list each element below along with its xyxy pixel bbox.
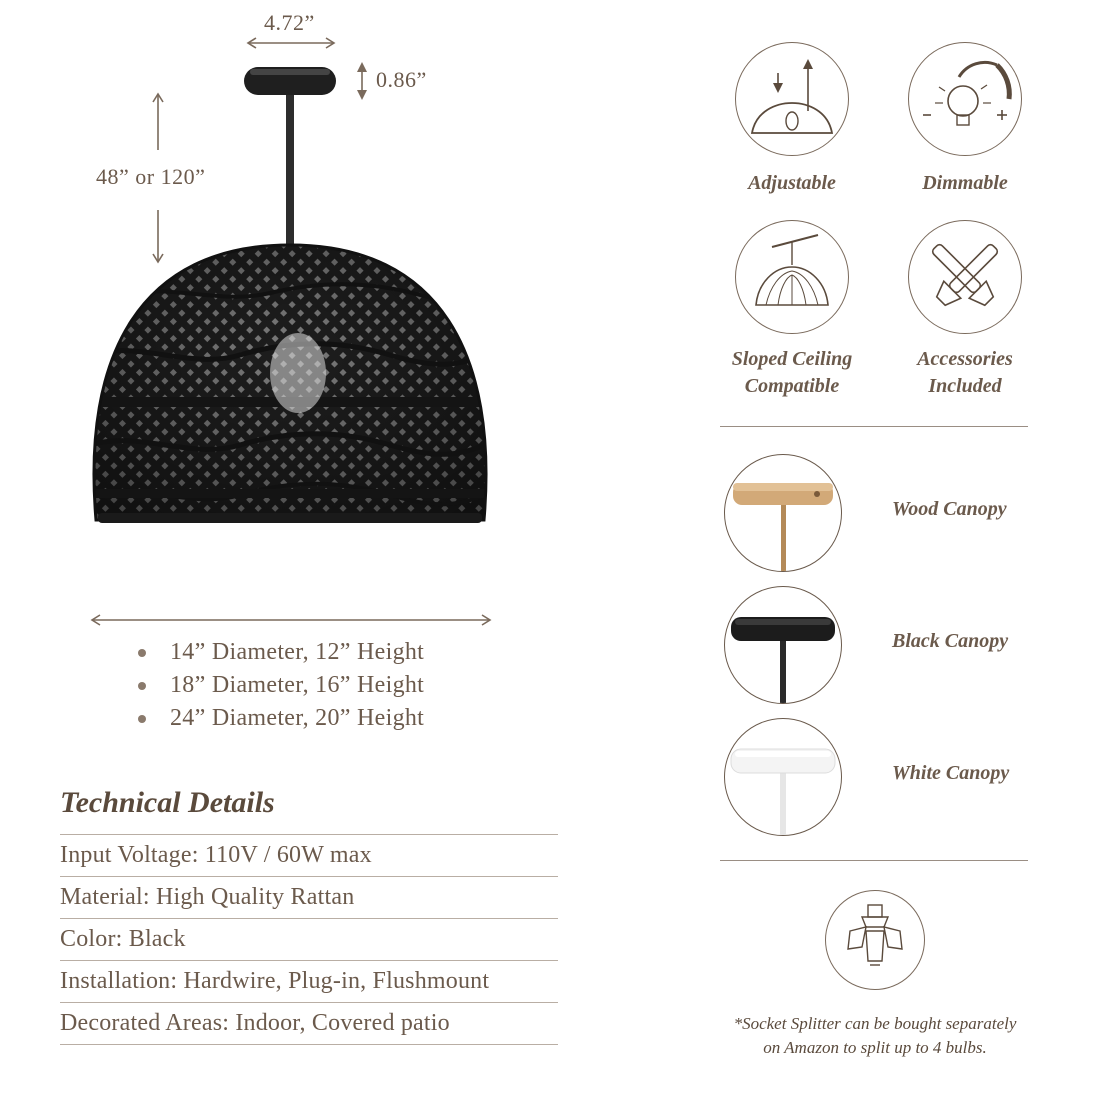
- tech-row-installation: Installation: Hardwire, Plug-in, Flushmount: [60, 961, 558, 1003]
- bullet-icon: [138, 715, 146, 723]
- size-option: 14” Diameter, 12” Height: [138, 636, 424, 669]
- wood-canopy-label: Wood Canopy: [892, 498, 1007, 520]
- wood-canopy-image: [724, 454, 842, 572]
- accessories-icon: [908, 220, 1022, 334]
- canopy-height-label: 0.86”: [376, 67, 427, 92]
- socket-splitter-icon: [825, 890, 925, 990]
- tech-row-color: Color: Black: [60, 919, 558, 961]
- tech-row-voltage: Input Voltage: 110V / 60W max: [60, 835, 558, 877]
- divider: [720, 426, 1028, 427]
- white-canopy-image: [724, 718, 842, 836]
- size-option: 18” Diameter, 16” Height: [138, 669, 424, 702]
- bullet-icon: [138, 649, 146, 657]
- technical-details-title: Technical Details: [60, 786, 275, 819]
- bullet-icon: [138, 682, 146, 690]
- feature-label-adjustable: Adjustable: [748, 172, 836, 194]
- feature-label-sloped-ceiling: Sloped Ceiling Compatible: [731, 348, 853, 397]
- cord-length-label: 48” or 120”: [96, 164, 206, 189]
- size-options-list: [138, 636, 424, 735]
- technical-details-table: [60, 834, 558, 1045]
- black-canopy-label: Black Canopy: [892, 630, 1009, 652]
- divider: [720, 860, 1028, 861]
- dimmable-icon: [908, 42, 1022, 156]
- pendant-lamp-image: [80, 55, 500, 595]
- tech-row-decorated-areas: Decorated Areas: Indoor, Covered patio: [60, 1003, 558, 1045]
- adjustable-icon: [735, 42, 849, 156]
- canopy-width-label: 4.72”: [264, 10, 315, 35]
- tech-row-material: Material: High Quality Rattan: [60, 877, 558, 919]
- sloped-ceiling-icon: [735, 220, 849, 334]
- feature-label-accessories: Accessories Included: [917, 348, 1013, 397]
- white-canopy-label: White Canopy: [892, 762, 1010, 784]
- socket-splitter-note: *Socket Splitter can be bought separately on Amazon to split up to 4 bulbs.: [733, 1014, 1017, 1057]
- size-option: 24” Diameter, 20” Height: [138, 702, 424, 735]
- black-canopy-image: [724, 586, 842, 704]
- feature-label-dimmable: Dimmable: [922, 172, 1008, 194]
